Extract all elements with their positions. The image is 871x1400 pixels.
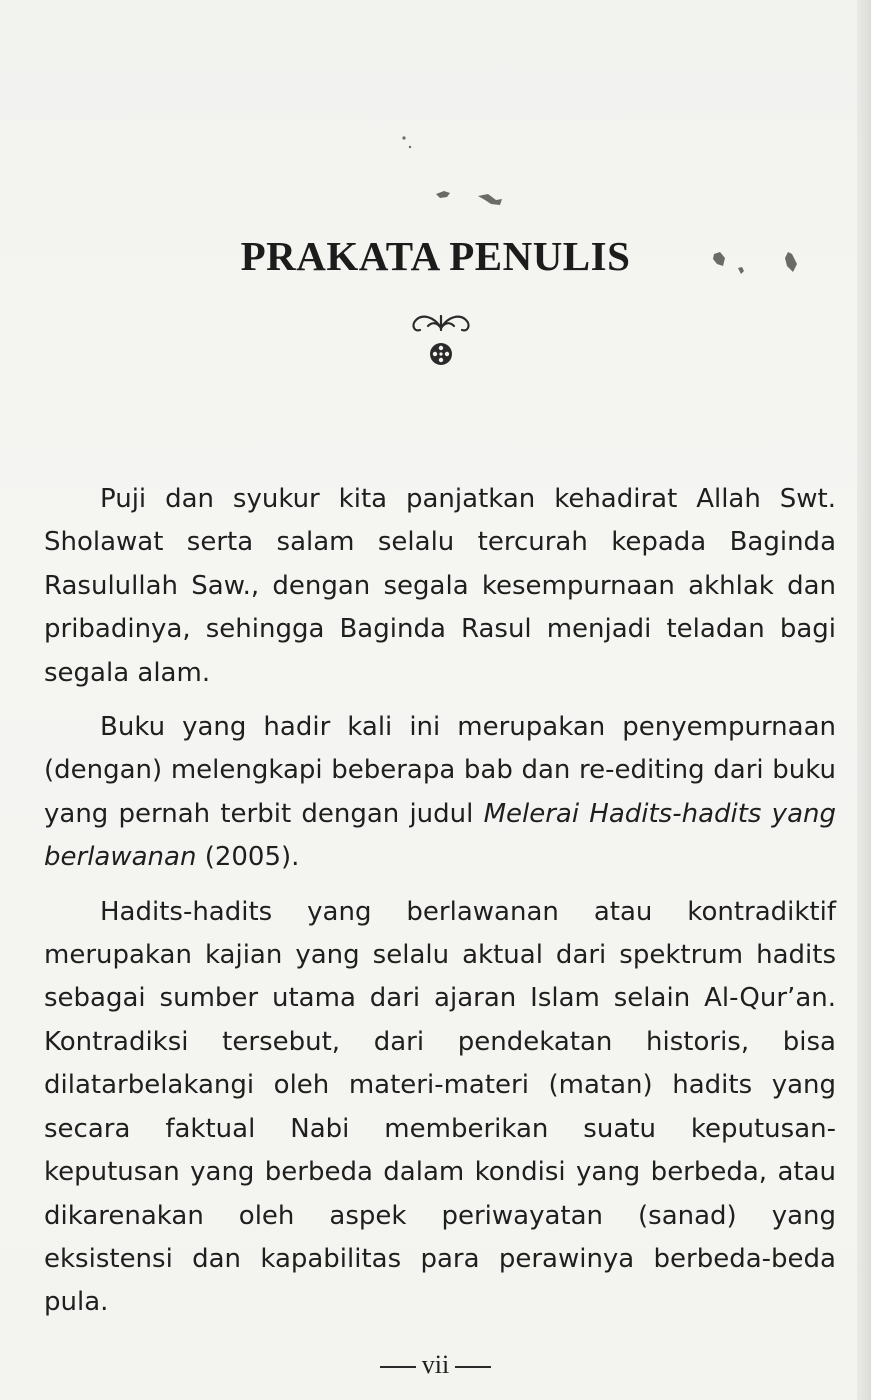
paragraph-2	[44, 706, 836, 880]
paragraph-2-year: (2005).	[196, 842, 300, 873]
page-edge	[857, 0, 871, 1400]
book-title-italic: Melerai Hadits-hadits yang berlawanan	[44, 798, 836, 873]
page-number	[0, 1350, 871, 1380]
floral-ornament-icon	[404, 308, 478, 374]
chapter-title: PRAKATA PENULIS	[240, 233, 631, 279]
paragraph-1: Puji dan syukur kita panjatkan kehadirat Allah Swt. Sholawat serta salam selalu tercurah kepada Baginda Rasulullah Saw., dengan segala kesempurnaan akhlak dan pribadinya, sehingga Baginda Rasul menjadi teladan bagi segala alam.	[44, 484, 836, 688]
preface-body	[44, 478, 836, 1336]
folio-dash-left	[380, 1366, 416, 1368]
folio-dash-right	[455, 1366, 491, 1368]
paragraph-2-text: Buku yang hadir kali ini merupakan penyempurnaan (dengan) melengkapi beberapa bab dan re-editing dari buku yang pernah terbit dengan judul	[44, 712, 836, 829]
paragraph-3: Hadits-hadits yang berlawanan atau kontradiktif merupakan kajian yang selalu aktual dari spektrum hadits sebagai sumber utama dari ajaran Islam selain Al-Qur’an. Kontradiksi tersebut, dari pendekatan historis, bisa dilatarbelakangi oleh materi-materi (matan) hadits yang secara faktual Nabi memberikan suatu keputusan-keputusan yang berbeda dalam kondisi yang berbeda, atau dikarenakan oleh aspek periwayatan (sanad) yang eksistensi dan kapabilitas para perawinya berbeda-beda pula.	[44, 896, 836, 1318]
page-number-text: vii	[421, 1350, 450, 1379]
